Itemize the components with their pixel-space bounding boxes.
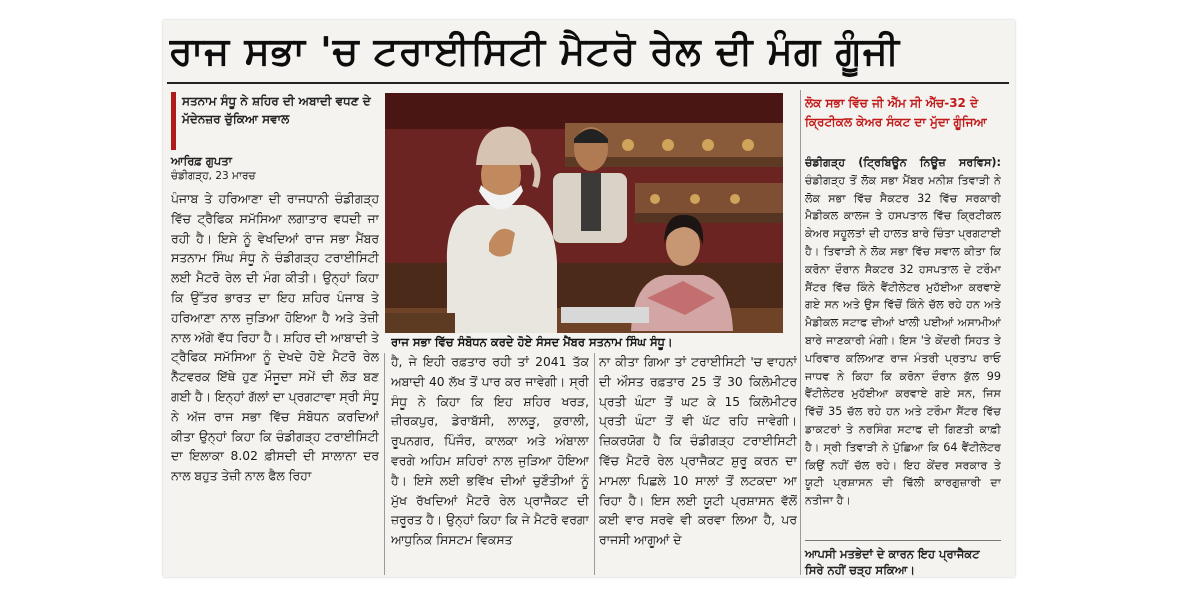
newspaper-clipping [163, 20, 1015, 577]
sidebar-body [805, 154, 1001, 534]
headline-rule [167, 82, 1009, 84]
article-continuation: ਆਪਸੀ ਮਤਭੇਦਾਂ ਦੇ ਕਾਰਨ ਇਹ ਪ੍ਰਾਜੈਕਟ ਸਿਰੇ ਨਹੀਂ ਚੜ੍ਹ ਸਕਿਆ। [805, 547, 980, 577]
subheadline: ਸਤਨਾਮ ਸੰਧੂ ਨੇ ਸ਼ਹਿਰ ਦੀ ਅਬਾਦੀ ਵਧਣ ਦੇ ਮੱਦੇਨਜ਼ਰ ਚੁੱਕਿਆ ਸਵਾਲ [171, 92, 392, 150]
column-divider [384, 353, 385, 575]
sidebar-headline: ਲੋਕ ਸਭਾ ਵਿੱਚ ਜੀ ਐੱਮ ਸੀ ਐੱਚ-32 ਦੇ ਕ੍ਰਿਟੀਕਲ ਕੇਅਰ ਸੰਕਟ ਦਾ ਮੁੱਦਾ ਗੂੰਜਿਆ [805, 96, 987, 129]
article-column-2: ਹੈ, ਜੇ ਇਹੀ ਰਫ਼ਤਾਰ ਰਹੀ ਤਾਂ 2041 ਤੱਕ ਅਬਾਦੀ 40 ਲੱਖ ਤੋਂ ਪਾਰ ਕਰ ਜਾਵੇਗੀ। ਸ੍ਰੀ ਸੰਧੂ ਨੇ ਕਿਹਾ ਕਿ ਇਹ ਸ਼ਹਿਰ ਖਰੜ, ਜ਼ੀਰਕਪੁਰ, ਡੇਰਾਬੱਸੀ, ਲਾਲੜੂ, ਕੁਰਾਲੀ, ਰੂਪਨਗਰ, ਪਿੰਜੌਰ, ਕਾਲਕਾ ਅਤੇ ਅੰਬਾਲਾ ਵਰਗੇ ਅਹਿਮ ਸ਼ਹਿਰਾਂ ਨਾਲ ਜੁੜਿਆ ਹੋਇਆ ਹੈ। ਇਸੇ ਲਈ ਭਵਿੱਖ ਦੀਆਂ ਚੁਣੌਤੀਆਂ ਨੂੰ ਮੁੱਖ ਰੱਖਦਿਆਂ ਮੈਟਰੋ ਰੇਲ ਪ੍ਰਾਜੈਕਟ ਦੀ ਜ਼ਰੂਰਤ ਹੈ। ਉਨ੍ਹਾਂ ਕਿਹਾ ਕਿ ਜੇ ਮੈਟਰੋ ਵਰਗਾ ਆਧੁਨਿਕ ਸਿਸਟਮ ਵਿਕਸਤ [391, 355, 589, 548]
photo-caption: ਰਾਜ ਸਭਾ ਵਿੱਚ ਸੰਬੋਧਨ ਕਰਦੇ ਹੋਏ ਸੰਸਦ ਮੈਂਬਰ ਸਤਨਾਮ ਸਿੰਘ ਸੰਧੂ। [391, 335, 673, 349]
sidebar-text: ਚੰਡੀਗੜ੍ਹ ਤੋਂ ਲੋਕ ਸਭਾ ਮੈਂਬਰ ਮਨੀਸ਼ ਤਿਵਾੜੀ ਨੇ ਲੋਕ ਸਭਾ ਵਿੱਚ ਸੈਕਟਰ 32 ਵਿੱਚ ਸਰਕਾਰੀ ਮੈਡੀਕਲ ਕਾਲਜ ਤੇ ਹਸਪਤਾਲ ਵਿੱਚ ਕ੍ਰਿਟੀਕਲ ਕੇਅਰ ਸਹੂਲਤਾਂ ਦੀ ਹਾਲਤ ਬਾਰੇ ਚਿੰਤਾ ਪ੍ਰਗਟਾਈ ਹੈ। ਤਿਵਾੜੀ ਨੇ ਲੋਕ ਸਭਾ ਵਿੱਚ ਸਵਾਲ ਕੀਤਾ ਕਿ ਕਰੋਨਾ ਦੌਰਾਨ ਸੈਕਟਰ 32 ਹਸਪਤਾਲ ਦੇ ਟਰੌਮਾ ਸੈਂਟਰ ਵਿੱਚ ਕਿੰਨੇ ਵੈਂਟੀਲੇਟਰ ਮੁਹੱਈਆ ਕਰਵਾਏ ਗਏ ਸਨ ਅਤੇ ਉਸ ਵਿੱਚੋਂ ਕਿੰਨੇ ਚੱਲ ਰਹੇ ਹਨ ਅਤੇ ਮੈਡੀਕਲ ਸਟਾਫ ਦੀਆਂ ਖਾਲੀ ਪਈਆਂ ਅਸਾਮੀਆਂ ਬਾਰੇ ਜਾਣਕਾਰੀ ਮੰਗੀ। ਇਸ 'ਤੇ ਕੇਂਦਰੀ ਸਿਹਤ ਤੇ ਪਰਿਵਾਰ ਕਲਿਆਣ ਰਾਜ ਮੰਤਰੀ ਪ੍ਰਤਾਪ ਰਾਓ ਜਾਧਵ ਨੇ ਕਿਹਾ ਕਿ ਕਰੋਨਾ ਦੌਰਾਨ ਕੁੱਲ 99 ਵੈਂਟੀਲੇਟਰ ਮੁਹੱਈਆ ਕਰਵਾਏ ਗਏ ਸਨ, ਜਿਸ ਵਿੱਚੋਂ 35 ਚੱਲ ਰਹੇ ਹਨ ਅਤੇ ਟਰੌਮਾ ਸੈਂਟਰ ਵਿੱਚ ਡਾਕਟਰਾਂ ਤੇ ਨਰਸਿੰਗ ਸਟਾਫ ਦੀ ਗਿਣਤੀ ਕਾਫ਼ੀ ਹੈ। ਸ੍ਰੀ ਤਿਵਾੜੀ ਨੇ ਪੁੱਛਿਆ ਕਿ 64 ਵੈਂਟੀਲੇਟਰ ਕਿਉਂ ਨਹੀਂ ਚੱਲ ਰਹੇ। ਇਹ ਕੇਂਦਰ ਸਰਕਾਰ ਤੇ ਯੂਟੀ ਪ੍ਰਸ਼ਾਸਨ ਦੀ ਢਿੱਲੀ ਕਾਰਗੁਜ਼ਾਰੀ ਦਾ ਨਤੀਜਾ ਹੈ। [805, 173, 1001, 508]
byline: ਆਰਿਫ਼ ਗੁਪਤਾ [171, 154, 232, 168]
sidebar-rule [805, 540, 1001, 541]
photo-illustration [385, 93, 783, 333]
column-divider [594, 353, 595, 575]
sidebar-dateline: ਚੰਡੀਗੜ੍ਹ (ਟ੍ਰਿਬਿਊਨ ਨਿਊਜ਼ ਸਰਵਿਸ): [805, 156, 1001, 169]
parliament-photo [385, 93, 783, 333]
article-column-1: ਪੰਜਾਬ ਤੇ ਹਰਿਆਣਾ ਦੀ ਰਾਜਧਾਨੀ ਚੰਡੀਗੜ੍ਹ ਵਿੱਚ ਟ੍ਰੈਫਿਕ ਸਮੱਸਿਆ ਲਗਾਤਾਰ ਵਧਦੀ ਜਾ ਰਹੀ ਹੈ। ਇਸੇ ਨੂੰ ਵੇਖਦਿਆਂ ਰਾਜ ਸਭਾ ਮੈਂਬਰ ਸਤਨਾਮ ਸਿੰਘ ਸੰਧੂ ਨੇ ਚੰਡੀਗੜ੍ਹ ਟਰਾਈਸਿਟੀ ਲਈ ਮੈਟਰੋ ਰੇਲ ਦੀ ਮੰਗ ਕੀਤੀ। ਉਨ੍ਹਾਂ ਕਿਹਾ ਕਿ ਉੱਤਰ ਭਾਰਤ ਦਾ ਇਹ ਸ਼ਹਿਰ ਪੰਜਾਬ ਤੇ ਹਰਿਆਣਾ ਨਾਲ ਜੁੜਿਆ ਹੋਇਆ ਹੈ ਅਤੇ ਤੇਜ਼ੀ ਨਾਲ ਅੱਗੇ ਵੱਧ ਰਿਹਾ ਹੈ। ਸ਼ਹਿਰ ਦੀ ਆਬਾਦੀ ਤੇ ਟ੍ਰੈਫਿਕ ਸਮੱਸਿਆ ਨੂੰ ਦੇਖਦੇ ਹੋਏ ਮੈਟਰੋ ਰੇਲ ਨੈੱਟਵਰਕ ਇੱਥੇ ਹੁਣ ਮੌਜੂਦਾ ਸਮੇਂ ਦੀ ਲੋੜ ਬਣ ਗਈ ਹੈ। ਇਨ੍ਹਾਂ ਗੱਲਾਂ ਦਾ ਪ੍ਰਗਟਾਵਾ ਸ੍ਰੀ ਸੰਧੂ ਨੇ ਅੱਜ ਰਾਜ ਸਭਾ ਵਿੱਚ ਸੰਬੋਧਨ ਕਰਦਿਆਂ ਕੀਤਾ ਉਨ੍ਹਾਂ ਕਿਹਾ ਕਿ ਚੰਡੀਗੜ੍ਹ ਟਰਾਈਸਿਟੀ ਦਾ ਇਲਾਕਾ 8.02 ਫ਼ੀਸਦੀ ਦੀ ਸਾਲਾਨਾ ਦਰ ਨਾਲ ਬਹੁਤ ਤੇਜ਼ੀ ਨਾਲ ਫੈਲ ਰਿਹਾ [171, 192, 379, 484]
dateline: ਚੰਡੀਗੜ੍ਹ, 23 ਮਾਰਚ [171, 170, 256, 182]
headline: ਰਾਜ ਸਭਾ 'ਚ ਟਰਾਈਸਿਟੀ ਮੈਟਰੋ ਰੇਲ ਦੀ ਮੰਗ ਗੂੰਜੀ [169, 29, 901, 73]
sidebar-divider [800, 90, 801, 575]
article-column-3: ਨਾ ਕੀਤਾ ਗਿਆ ਤਾਂ ਟਰਾਈਸਿਟੀ 'ਚ ਵਾਹਨਾਂ ਦੀ ਔਸਤ ਰਫ਼ਤਾਰ 25 ਤੋਂ 30 ਕਿਲੋਮੀਟਰ ਪ੍ਰਤੀ ਘੰਟਾ ਤੋਂ ਘਟ ਕੇ 15 ਕਿਲੋਮੀਟਰ ਪ੍ਰਤੀ ਘੰਟਾ ਤੋਂ ਵੀ ਘੱਟ ਰਹਿ ਜਾਵੇਗੀ। ਜ਼ਿਕਰਯੋਗ ਹੈ ਕਿ ਚੰਡੀਗੜ੍ਹ ਟਰਾਈਸਿਟੀ ਵਿੱਚ ਮੈਟਰੋ ਰੇਲ ਪ੍ਰਾਜੈਕਟ ਸ਼ੁਰੂ ਕਰਨ ਦਾ ਮਾਮਲਾ ਪਿਛਲੇ 10 ਸਾਲਾਂ ਤੋਂ ਲਟਕਦਾ ਆ ਰਿਹਾ ਹੈ। ਇਸ ਲਈ ਯੂਟੀ ਪ੍ਰਸ਼ਾਸਨ ਵੱਲੋਂ ਕਈ ਵਾਰ ਸਰਵੇ ਵੀ ਕਰਵਾ ਲਿਆ ਹੈ, ਪਰ ਰਾਜਸੀ ਆਗੂਆਂ ਦੇ [599, 355, 797, 548]
